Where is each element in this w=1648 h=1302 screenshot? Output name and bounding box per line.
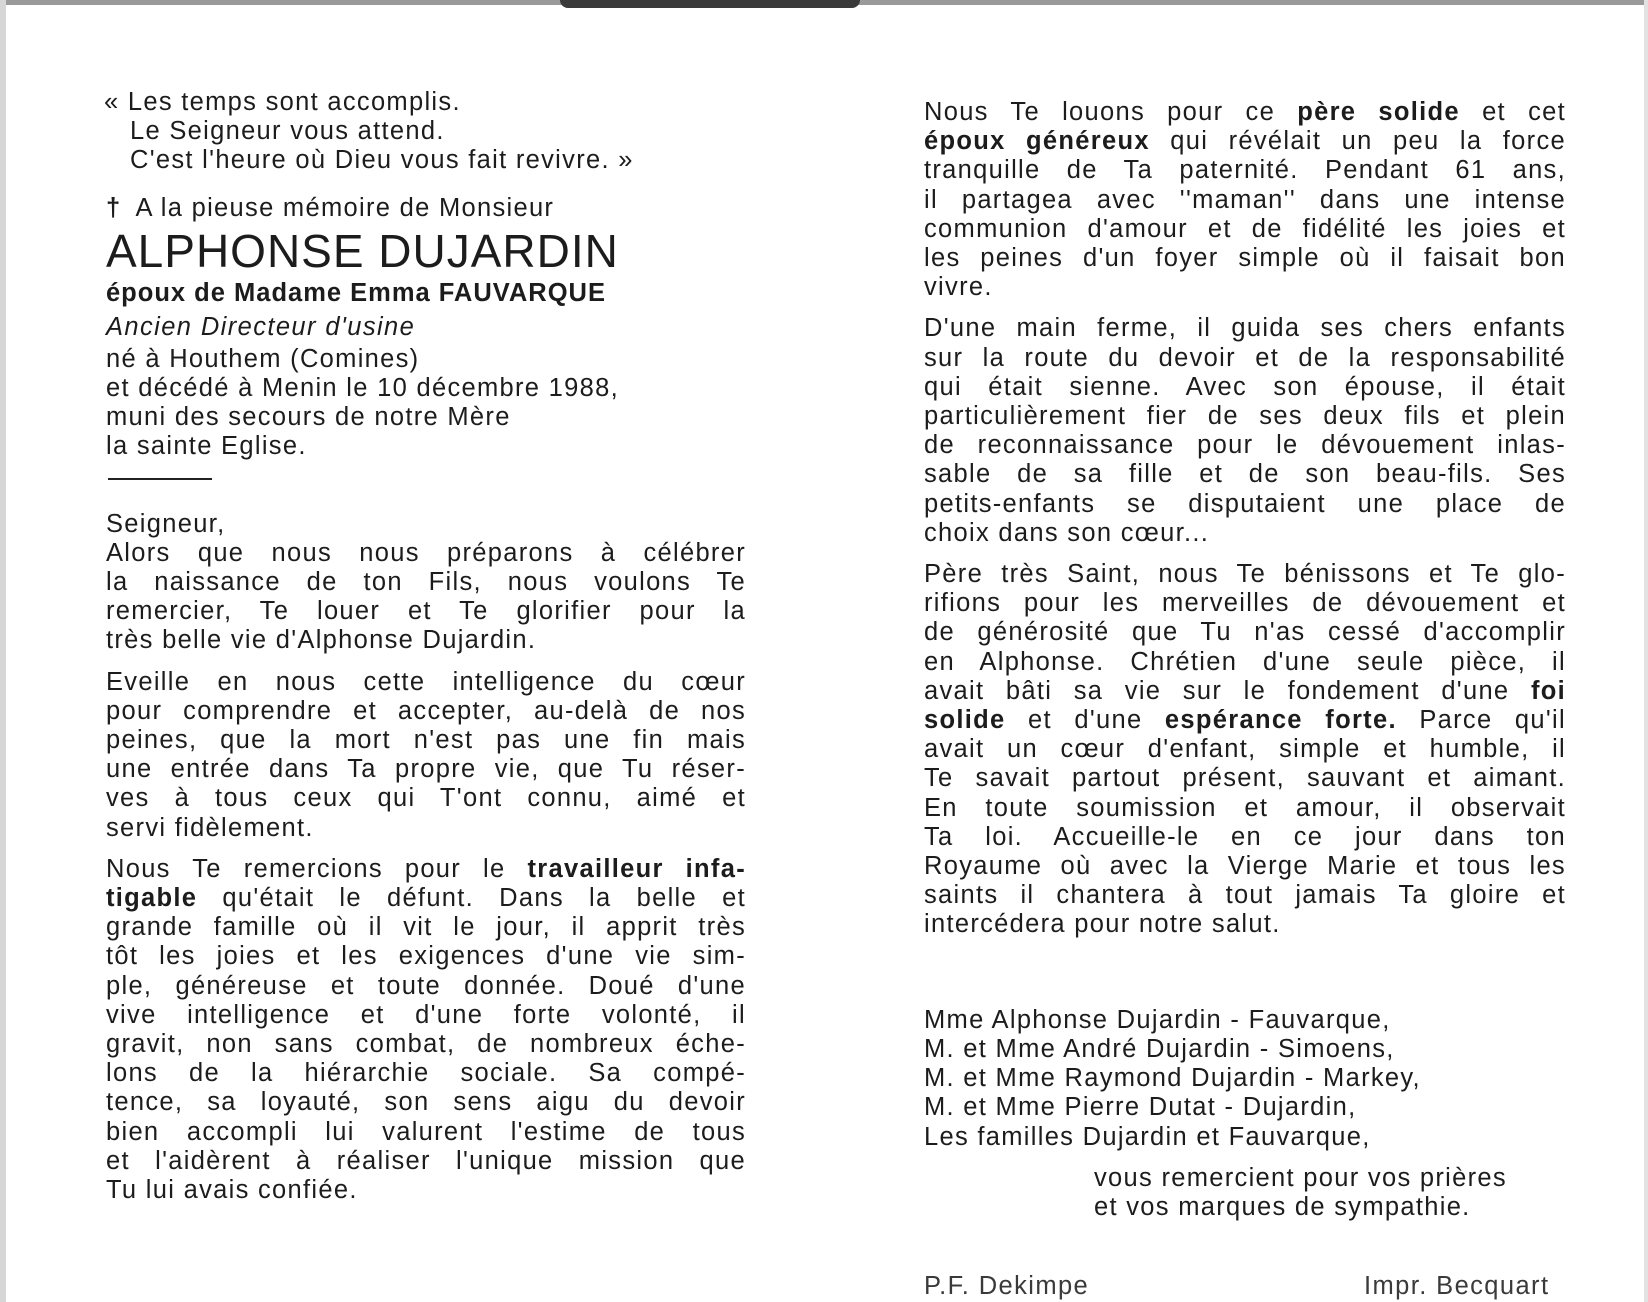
text-line: de générosité que Tu n'as cessé d'accomplir	[924, 618, 1566, 647]
text-line: rifions pour les merveilles de dévouement et	[924, 589, 1566, 618]
emphasis: tigable	[106, 884, 198, 913]
text-span: Parce qu'il	[1419, 706, 1566, 735]
text-line: et l'aidèrent à réaliser l'unique mission que	[106, 1146, 746, 1175]
life-details	[106, 345, 746, 462]
text-span: Nous Te remercions pour le	[106, 854, 506, 883]
family-list	[924, 1006, 1566, 1152]
text-line: ple, généreuse et toute donnée. Doué d'une	[106, 971, 746, 1000]
detail-line: et décédé à Menin le 10 décembre 1988,	[106, 374, 619, 403]
text-line: avait un cœur d'enfant, simple et humble, il	[924, 735, 1566, 764]
prayer-paragraph	[924, 314, 1566, 548]
text-line: servi fidèlement.	[106, 813, 314, 842]
family-line: Mme Alphonse Dujardin - Fauvarque,	[924, 1005, 1391, 1034]
text-line	[924, 677, 1566, 706]
text-line: Alors que nous nous préparons à célébrer	[106, 538, 746, 567]
quote-line: Le Seigneur vous attend.	[130, 117, 445, 146]
left-edge	[0, 0, 6, 1302]
family-line: M. et Mme Pierre Dutat - Dujardin,	[924, 1093, 1357, 1122]
text-line: sable de sa fille et de son beau-fils. Ses	[924, 460, 1566, 489]
quote-line: C'est l'heure où Dieu vous fait revivre. »	[130, 146, 634, 175]
family-line: M. et Mme Raymond Dujardin - Markey,	[924, 1064, 1421, 1093]
text-line: tence, sa loyauté, son sens aigu du devoir	[106, 1088, 746, 1117]
prayer-paragraph	[106, 855, 746, 1205]
text-line: intercédera pour notre salut.	[924, 910, 1281, 939]
family-line: M. et Mme André Dujardin - Simoens,	[924, 1034, 1395, 1063]
thanks-line: vous remercient pour vos prières	[1094, 1163, 1507, 1192]
opening-quote	[104, 88, 746, 176]
text-line: lons de la hiérarchie sociale. Sa compé-	[106, 1059, 746, 1088]
text-span: qu'était le défunt. Dans la belle et	[222, 884, 746, 913]
emphasis: époux généreux	[924, 127, 1150, 156]
text-line: en Alphonse. Chrétien d'une seule pièce, il	[924, 647, 1566, 676]
text-line	[924, 98, 1566, 127]
text-line: une entrée dans Ta propre vie, que Tu réser-	[106, 755, 746, 784]
detail-line: né à Houthem (Comines)	[106, 344, 420, 373]
prayer-paragraph	[106, 539, 746, 656]
text-span: avait bâti sa vie sur le fondement d'une	[924, 676, 1510, 705]
emphasis: travailleur infa-	[527, 854, 746, 883]
memorial-intro-text: A la pieuse mémoire de Monsieur	[135, 193, 555, 222]
text-line: tôt les joies et les exigences d'une vie sim-	[106, 942, 746, 971]
text-line: D'une main ferme, il guida ses chers enfants	[924, 314, 1566, 343]
text-line: petits-enfants se disputaient une place de	[924, 489, 1566, 518]
text-line: les peines d'un foyer simple où il faisait bon	[924, 244, 1566, 273]
text-line	[106, 884, 746, 913]
text-line: bien accompli lui valurent l'estime de tous	[106, 1117, 746, 1146]
text-span: et cet	[1482, 98, 1566, 126]
thanks-line: et vos marques de sympathie.	[1094, 1192, 1471, 1221]
right-column	[924, 98, 1566, 1222]
right-edge	[1644, 0, 1648, 1302]
text-span: Nous Te louons pour ce	[924, 98, 1276, 126]
text-line: Royaume où avec la Vierge Marie et tous les	[924, 852, 1566, 881]
divider	[108, 478, 212, 480]
memorial-intro	[106, 194, 746, 223]
detail-line: la sainte Eglise.	[106, 432, 307, 461]
spouse-line: époux de Madame Emma FAUVARQUE	[106, 278, 606, 307]
text-line: remercier, Te louer et Te glorifier pour la	[106, 597, 746, 626]
text-line: Tu lui avais confiée.	[106, 1176, 358, 1205]
text-line: ves à tous ceux qui T'ont connu, aimé et	[106, 784, 746, 813]
text-line: il partagea avec ''maman'' dans une intense	[924, 185, 1566, 214]
top-border-shadow	[560, 0, 860, 8]
occupation-title: Ancien Directeur d'usine	[106, 312, 416, 341]
text-line: très belle vie d'Alphonse Dujardin.	[106, 626, 537, 655]
left-column	[106, 88, 746, 1217]
prayer-paragraph	[106, 668, 746, 843]
text-line: qui était sienne. Avec son épouse, il était	[924, 372, 1566, 401]
emphasis: solide	[924, 706, 1006, 735]
text-line: la naissance de ton Fils, nous voulons Te	[106, 568, 746, 597]
prayer-paragraph	[924, 560, 1566, 940]
text-line: tranquille de Ta paternité. Pendant 61 ans,	[924, 156, 1566, 185]
prayer-paragraph	[924, 98, 1566, 302]
cross-icon: †	[106, 193, 122, 222]
text-line	[106, 855, 746, 884]
text-span: qui révélait un peu la force	[1170, 127, 1566, 156]
text-line: choix dans son cœur...	[924, 518, 1210, 547]
text-line: Ta loi. Accueille-le en ce jour dans ton	[924, 822, 1566, 851]
text-line: communion d'amour et de fidélité les joies et	[924, 214, 1566, 243]
emphasis: père solide	[1297, 98, 1460, 126]
text-line: Eveille en nous cette intelligence du cœur	[106, 667, 746, 696]
deceased-name: ALPHONSE DUJARDIN	[106, 224, 619, 277]
text-line: vivre.	[924, 273, 993, 302]
text-line	[924, 127, 1566, 156]
text-line: grande famille où il vit le jour, il apprit très	[106, 913, 746, 942]
text-line: particulièrement fier de ses deux fils et plein	[924, 402, 1566, 431]
text-line: de reconnaissance pour le dévouement inlas-	[924, 431, 1566, 460]
detail-line: muni des secours de notre Mère	[106, 403, 511, 432]
text-line: pour comprendre et accepter, au-delà de nos	[106, 696, 746, 725]
text-line: En toute soumission et amour, il observait	[924, 793, 1566, 822]
text-line: saints il chantera à tout jamais Ta gloire et	[924, 881, 1566, 910]
emphasis: foi	[1530, 676, 1567, 705]
text-line: vive intelligence et d'une forte volonté, il	[106, 1000, 746, 1029]
text-line: sur la route du devoir et de la responsabilité	[924, 343, 1566, 372]
family-line: Les familles Dujardin et Fauvarque,	[924, 1122, 1371, 1151]
text-line	[924, 706, 1566, 735]
text-line: peines, que la mort n'est pas une fin mais	[106, 726, 746, 755]
thanks-message	[924, 1164, 1566, 1222]
text-span: et d'une	[1027, 706, 1143, 735]
funeral-director: P.F. Dekimpe	[924, 1272, 1090, 1300]
text-line: Te savait partout présent, sauvant et aimant.	[924, 764, 1566, 793]
emphasis: espérance forte.	[1164, 706, 1397, 735]
salutation: Seigneur,	[106, 509, 226, 538]
printer-credit: Impr. Becquart	[1364, 1272, 1550, 1300]
quote-line: « Les temps sont accomplis.	[104, 88, 461, 116]
text-line: gravit, non sans combat, de nombreux éche-	[106, 1030, 746, 1059]
text-line: Père très Saint, nous Te bénissons et Te glo-	[924, 560, 1566, 589]
